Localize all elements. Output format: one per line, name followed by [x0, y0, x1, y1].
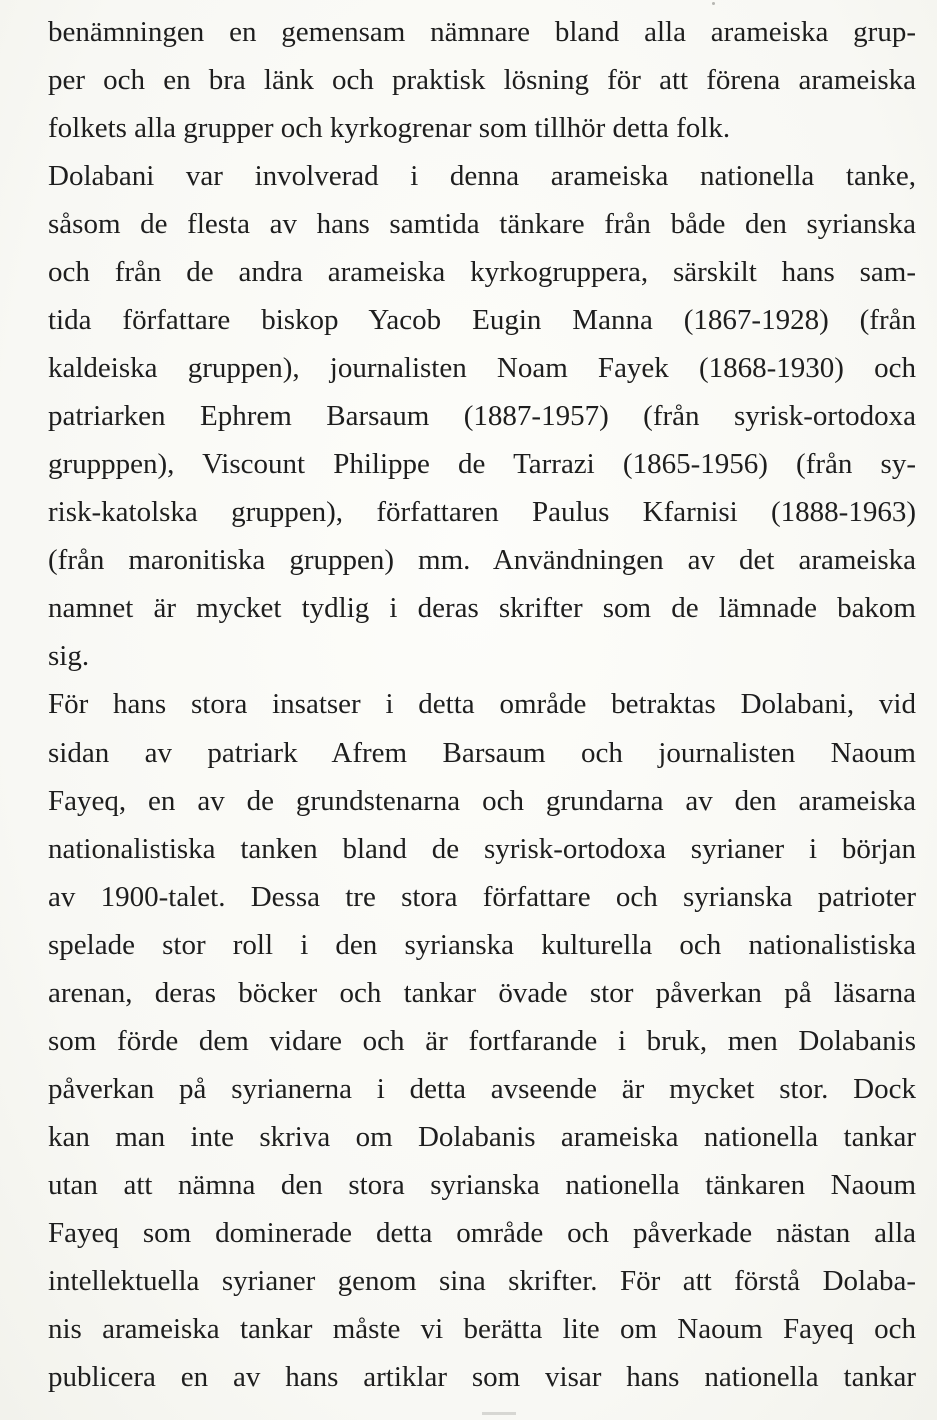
text-line: tida författare biskop Yacob Eugin Manna (1867-1928) (från [48, 304, 916, 336]
text-line: namnet är mycket tydlig i deras skrifter som de lämnade bakom [48, 592, 916, 624]
text-line: (från maronitiska gruppen) mm. Användningen av det arameiska [48, 544, 916, 576]
text-line: patriarken Ephrem Barsaum (1887-1957) (från syrisk-ortodoxa [48, 400, 916, 432]
text-line: Dolabani var involverad i denna arameiska nationella tanke, [48, 160, 916, 192]
text-line: folkets alla grupper och kyrkogrenar som tillhör detta folk. [48, 112, 731, 144]
text-line: och från de andra arameiska kyrkogruppera, särskilt hans sam- [48, 256, 916, 288]
text-line: påverkan på syrianerna i detta avseende är mycket stor. Dock [48, 1072, 916, 1105]
text-line: sidan av patriark Afrem Barsaum och journalisten Naoum [48, 736, 916, 769]
text-line: spelade stor roll i den syrianska kulturella och nationalistiska [48, 928, 916, 961]
text-line: nationalistiska tanken bland de syrisk-ortodoxa syrianer i början [48, 832, 916, 865]
scan-speck [712, 2, 715, 5]
text-line: kaldeiska gruppen), journalisten Noam Fayek (1868-1930) och [48, 352, 916, 384]
text-line: per och en bra länk och praktisk lösning för att förena arameiska [48, 64, 916, 96]
text-line: kan man inte skriva om Dolabanis arameiska nationella tankar [48, 1120, 916, 1153]
text-line: utan att nämna den stora syrianska nationella tänkaren Naoum [48, 1168, 916, 1201]
text-line: arenan, deras böcker och tankar övade stor påverkan på läsarna [48, 976, 916, 1009]
text-line: som förde dem vidare och är fortfarande i bruk, men Dolabanis [48, 1024, 916, 1057]
text-line: Fayeq, en av de grundstenarna och grundarna av den arameiska [48, 784, 916, 817]
text-line: benämningen en gemensam nämnare bland alla arameiska grup- [48, 16, 916, 48]
text-line: intellektuella syrianer genom sina skrifter. För att förstå Dolaba- [48, 1264, 916, 1297]
text-line: För hans stora insatser i detta område betraktas Dolabani, vid [48, 688, 916, 720]
text-line: nis arameiska tankar måste vi berätta lite om Naoum Fayeq och [48, 1312, 916, 1345]
text-line: såsom de flesta av hans samtida tänkare från både den syrianska [48, 208, 916, 240]
body-text [48, 8, 916, 1401]
text-line: av 1900-talet. Dessa tre stora författare och syrianska patrioter [48, 880, 916, 913]
text-line: sig. [48, 640, 90, 672]
text-line: risk-katolska gruppen), författaren Paulus Kfarnisi (1888-1963) [48, 496, 916, 528]
text-line: publicera en av hans artiklar som visar hans nationella tankar [48, 1360, 916, 1393]
text-line: Fayeq som dominerade detta område och påverkade nästan alla [48, 1216, 916, 1249]
text-line: grupppen), Viscount Philippe de Tarrazi (1865-1956) (från sy- [48, 448, 916, 480]
scan-edge-mark [482, 1412, 516, 1415]
